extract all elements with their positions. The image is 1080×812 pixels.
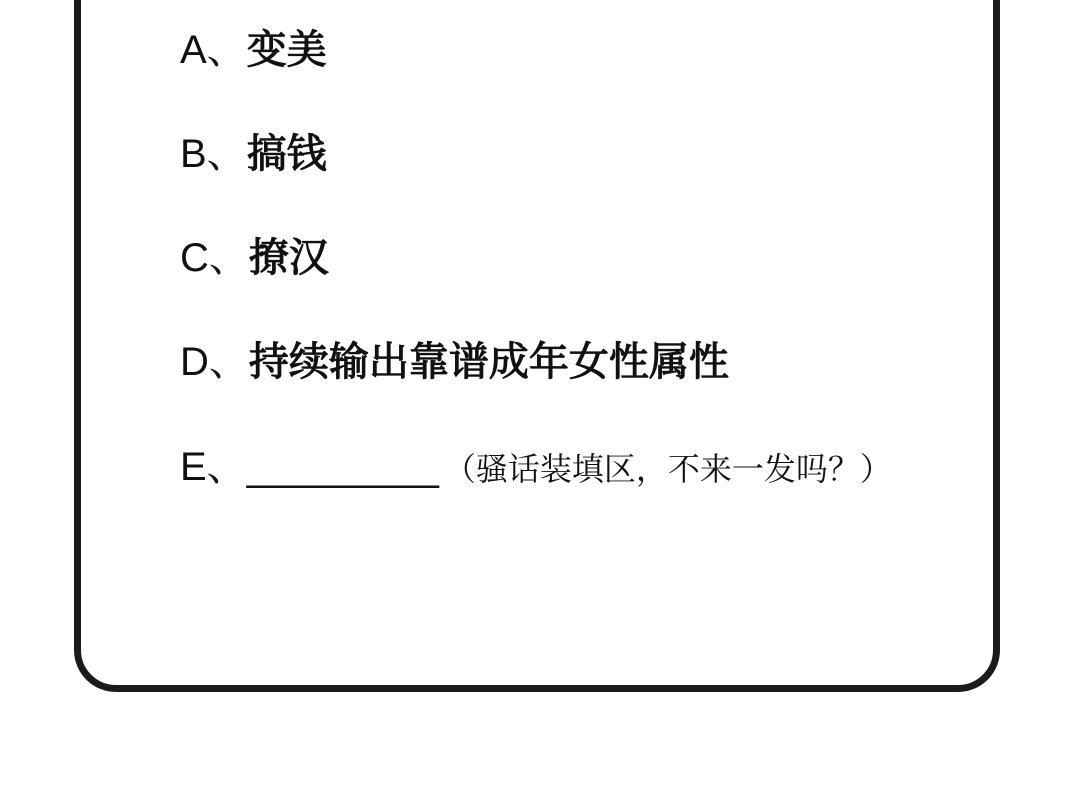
option-letter-b: B、 bbox=[180, 132, 247, 176]
option-letter-a: A、 bbox=[180, 28, 247, 72]
option-text-a: 变美 bbox=[246, 28, 327, 72]
answer-option-c[interactable] bbox=[180, 236, 970, 280]
option-text-b: 搞钱 bbox=[246, 132, 327, 176]
option-letter-e: E、 bbox=[180, 445, 247, 489]
option-text-c: 撩汉 bbox=[248, 236, 329, 280]
option-letter-c: C、 bbox=[180, 236, 249, 280]
answer-option-e[interactable] bbox=[180, 444, 970, 490]
answer-option-d[interactable] bbox=[180, 340, 970, 384]
option-e-blank-field[interactable]: _________ bbox=[246, 445, 438, 489]
option-e-note: （骚话装填区，不来一发吗？） bbox=[443, 451, 892, 487]
answer-options-list bbox=[180, 28, 970, 490]
option-letter-d: D、 bbox=[180, 340, 249, 384]
answer-option-a[interactable] bbox=[180, 28, 970, 72]
option-text-d: 持续输出靠谱成年女性属性 bbox=[248, 340, 729, 384]
answer-option-b[interactable] bbox=[180, 132, 970, 176]
